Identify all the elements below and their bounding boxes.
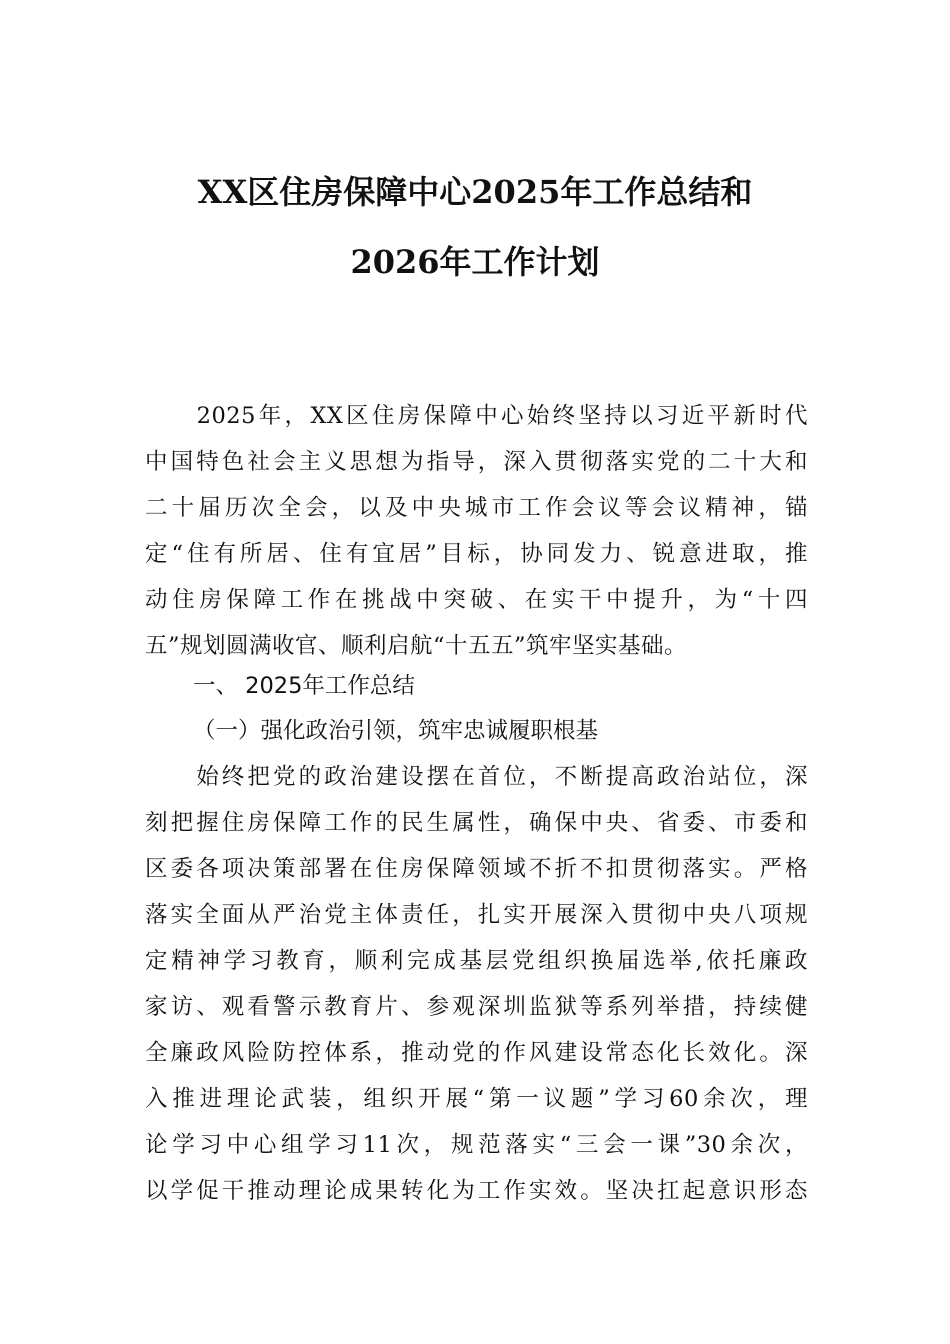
intro-paragraph-line: 2025年，XX区住房保障中心始终坚持以习近平新时代 [145,403,808,429]
body-paragraph-line: 区委各项决策部署在住房保障领域不折不扣贯彻落实。严格 [145,856,808,882]
body-paragraph-line: 家访、观看警示教育片、参观深圳监狱等系列举措，持续健 [145,994,808,1020]
body-paragraph-line: 定精神学习教育，顺利完成基层党组织换届选举,依托廉政 [145,948,808,974]
intro-paragraph-line: 二十届历次全会，以及中央城市工作会议等会议精神，锚 [145,495,808,521]
section-heading: 一、 2025年工作总结 [193,673,415,699]
body-paragraph-line: 落实全面从严治党主体责任，扎实开展深入贯彻中央八项规 [145,902,808,928]
document-title-line-2: 2026年工作计划 [350,243,600,281]
subsection-heading: （一）强化政治引领，筑牢忠诚履职根基 [193,718,599,744]
body-paragraph-line: 论学习中心组学习11次，规范落实“三会一课”30余次， [145,1132,808,1158]
body-paragraph-line: 入推进理论武装，组织开展“第一议题”学习60余次，理 [145,1086,808,1112]
body-paragraph-line: 始终把党的政治建设摆在首位，不断提高政治站位，深 [145,764,808,790]
intro-paragraph-line: 动住房保障工作在挑战中突破、在实干中提升，为“十四 [145,587,808,613]
body-paragraph-line: 以学促干推动理论成果转化为工作实效。坚决扛起意识形态 [145,1178,808,1204]
document-title-line-1: XX区住房保障中心2025年工作总结和 [197,173,753,211]
intro-paragraph-line: 五”规划圆满收官、顺利启航“十五五”筑牢坚实基础。 [145,633,688,659]
body-paragraph-line: 全廉政风险防控体系，推动党的作风建设常态化长效化。深 [145,1040,808,1066]
intro-paragraph-line: 中国特色社会主义思想为指导，深入贯彻落实党的二十大和 [145,449,808,475]
intro-paragraph-line: 定“住有所居、住有宜居”目标，协同发力、锐意进取，推 [145,541,808,567]
body-paragraph-line: 刻把握住房保障工作的民生属性，确保中央、省委、市委和 [145,810,808,836]
